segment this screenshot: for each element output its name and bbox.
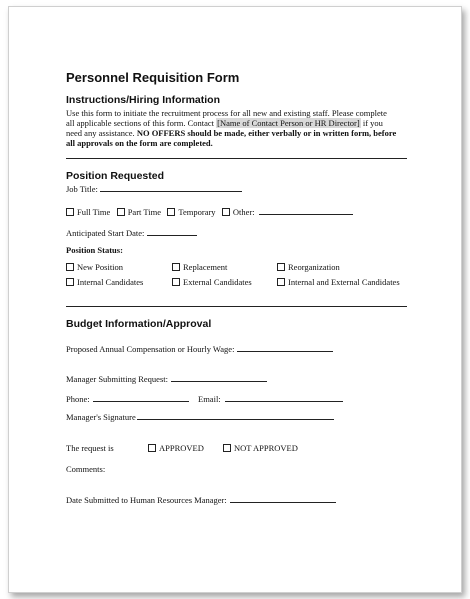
form-page: [8, 6, 462, 593]
position-heading: Position Requested: [66, 170, 165, 182]
status-internal-candidates[interactable]: Internal Candidates: [66, 277, 143, 288]
instructions-line-3: need any assistance. NO OFFERS should be made, either verbally or in written form, before: [66, 128, 397, 138]
other-field[interactable]: [259, 206, 353, 215]
status-internal-external[interactable]: Internal and External Candidates: [277, 277, 400, 288]
start-date-row: Anticipated Start Date:: [66, 227, 197, 239]
other-checkbox[interactable]: Other:: [222, 207, 255, 217]
status-reorganization[interactable]: Reorganization: [277, 262, 340, 273]
budget-heading: Budget Information/Approval: [66, 318, 212, 330]
compensation-row: Proposed Annual Compensation or Hourly Wage:: [66, 343, 333, 355]
section-divider: [66, 158, 407, 159]
instructions-line-2: all applicable sections of this form. Contact [Name of Contact Person or HR Director] if you: [66, 118, 383, 128]
temporary-checkbox[interactable]: Temporary: [167, 207, 215, 217]
date-submitted-field[interactable]: [230, 494, 336, 503]
not-approved-checkbox[interactable]: NOT APPROVED: [223, 443, 298, 454]
signature-row: Manager's Signature: [66, 411, 334, 423]
start-date-field[interactable]: [147, 227, 197, 236]
status-replacement[interactable]: Replacement: [172, 262, 227, 273]
approved-checkbox[interactable]: APPROVED: [148, 443, 204, 454]
instructions-line-1: Use this form to initiate the recruitment process for all new and existing staff. Please complete: [66, 108, 387, 118]
email-field[interactable]: [225, 393, 343, 402]
signature-field[interactable]: [137, 411, 334, 420]
manager-row: Manager Submitting Request:: [66, 373, 267, 385]
job-title-row: Job Title:: [66, 183, 242, 195]
phone-field[interactable]: [93, 393, 189, 402]
email-row: Email:: [198, 393, 343, 405]
instructions-line-4: all approvals on the form are completed.: [66, 138, 213, 148]
full-time-checkbox[interactable]: Full Time: [66, 207, 110, 217]
compensation-field[interactable]: [237, 343, 333, 352]
date-submitted-row: Date Submitted to Human Resources Manager:: [66, 494, 336, 506]
phone-row: Phone:: [66, 393, 189, 405]
status-new-position[interactable]: New Position: [66, 262, 123, 273]
instructions-heading: Instructions/Hiring Information: [66, 94, 220, 106]
employment-type-row: [66, 206, 353, 218]
contact-placeholder[interactable]: [Name of Contact Person or HR Director]: [217, 118, 360, 128]
section-divider: [66, 306, 407, 307]
part-time-checkbox[interactable]: Part Time: [117, 207, 161, 217]
job-title-field[interactable]: [100, 183, 242, 192]
page-title: Personnel Requisition Form: [66, 70, 240, 85]
comments-label: Comments:: [66, 464, 106, 474]
status-external-candidates[interactable]: External Candidates: [172, 277, 252, 288]
manager-field[interactable]: [171, 373, 267, 382]
request-label: The request is: [66, 443, 114, 453]
position-status-heading: Position Status:: [66, 245, 123, 255]
